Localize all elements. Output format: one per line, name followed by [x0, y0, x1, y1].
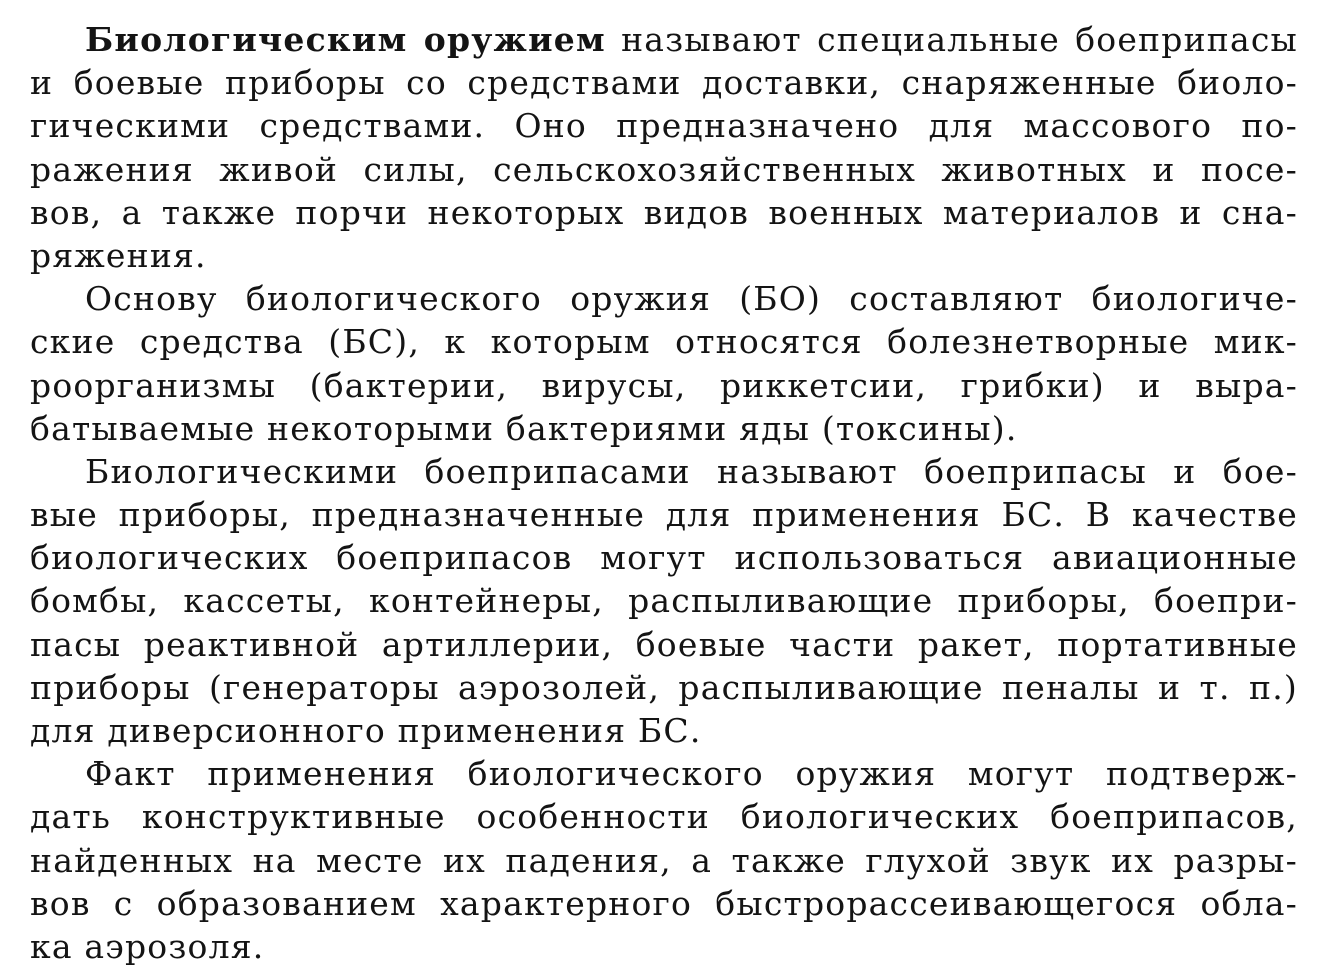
text-line: гическими средствами. Оно предназначено для массового по-: [30, 106, 1298, 146]
text-line: вые приборы, предназначенные для применения БС. В качестве: [30, 495, 1298, 535]
text-line: дать конструктивные особенности биологических боеприпасов,: [30, 797, 1298, 837]
text-line: [30, 18, 1298, 61]
paragraph-biological-munitions: [30, 450, 1298, 752]
text-line: Основу биологического оружия (БО) составляют биологиче-: [85, 279, 1298, 319]
bold-term: Биологическим оружием: [85, 20, 606, 59]
text-line: найденных на месте их падения, а также глухой звук их разры-: [30, 840, 1298, 880]
text-line: биологических боеприпасов могут использоваться авиационные: [30, 538, 1298, 578]
text-line: вов, а также порчи некоторых видов военных материалов и сна-: [30, 192, 1298, 232]
text-line: ские средства (БС), к которым относятся болезнетворные мик-: [30, 322, 1298, 362]
text-line: приборы (генераторы аэрозолей, распыливающие пеналы и т. п.): [30, 667, 1298, 707]
paragraph-biological-agents: [30, 277, 1298, 450]
text-line: ка аэрозоля.: [30, 926, 265, 966]
text-line: для диверсионного применения БС.: [30, 711, 702, 750]
text-line: батываемые некоторыми бактериями яды (токсины).: [30, 408, 1018, 448]
text-line: и боевые приборы со средствами доставки, снаряженные биоло-: [30, 63, 1298, 103]
text-line: бомбы, кассеты, контейнеры, распыливающие приборы, боепри-: [30, 581, 1298, 621]
text-line: вов с образованием характерного быстрорассеивающегося обла-: [30, 883, 1298, 923]
paragraph-usage-evidence: [30, 752, 1298, 968]
document-page: [30, 18, 1298, 968]
text-line: Факт применения биологического оружия могут подтверж-: [85, 754, 1298, 794]
text-line: ражения живой силы, сельскохозяйственных животных и посе-: [30, 149, 1298, 189]
line-text: называют специальные боеприпасы: [605, 20, 1298, 59]
text-line: пасы реактивной артиллерии, боевые части ракет, портативные: [30, 624, 1298, 664]
text-line: ряжения.: [30, 235, 207, 275]
text-line: Биологическими боеприпасами называют боеприпасы и бое-: [85, 451, 1298, 491]
paragraph-biological-weapon-definition: [30, 18, 1298, 277]
text-line: роорганизмы (бактерии, вирусы, риккетсии, грибки) и выра-: [30, 365, 1298, 405]
